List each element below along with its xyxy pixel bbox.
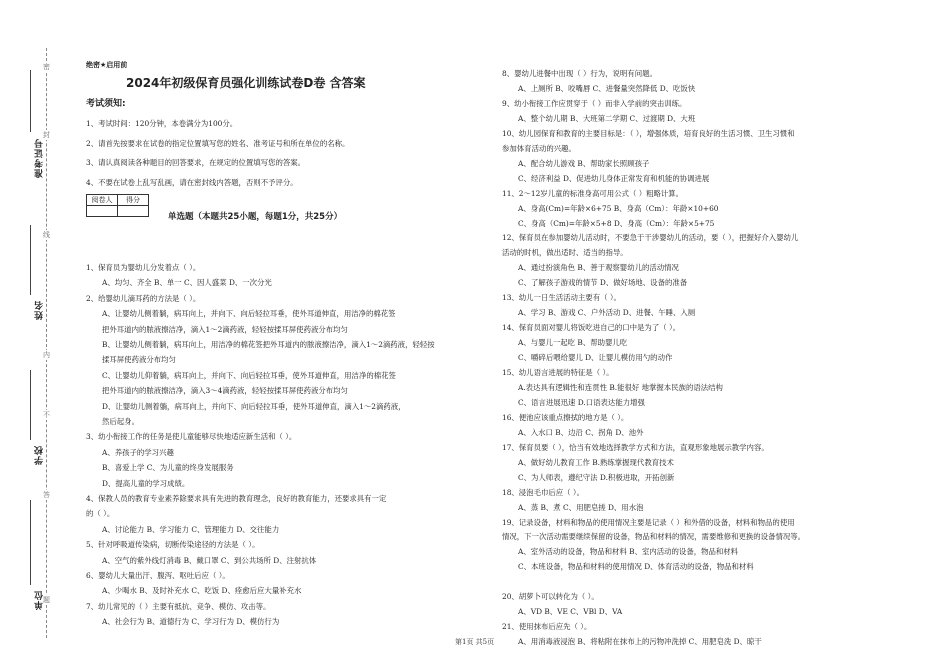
answer-option-line: A、与婴儿一起吃 B、帮助婴儿吃	[518, 338, 628, 348]
answer-option-line: 然后起身。	[102, 417, 139, 426]
question-line: 7、幼儿常见的（ ）主要有抵抗、竞争、模仿、攻击等。	[86, 601, 271, 611]
ticket-number-label: 准考证号	[35, 138, 45, 178]
answer-option-line: C、语言进展迅速 D.口语表达能力增强	[518, 397, 645, 407]
notice-item: 2、请首先按要求在试卷的指定位置填写您的姓名、准考证号和所在单位的名称。	[86, 139, 350, 148]
question-line: 8、婴幼儿进餐中出现（ ）行为，说明有问题。	[502, 69, 657, 78]
seal-char: 答	[43, 491, 50, 499]
question-line: 活动的时机，做出适时、适当的指导。	[502, 248, 628, 258]
answer-option-line: A、配合幼儿游戏 B、帮助家长照顾孩子	[518, 158, 650, 168]
question-line: 参加体育活动的兴趣。	[502, 143, 576, 153]
answer-option-line: 揉耳屏使药液分布均匀	[102, 355, 176, 365]
answer-option-line: A、学习 B、游戏 C、户外活动 D、进餐、午睡、入厕	[518, 308, 696, 318]
seal-char: 密	[43, 63, 50, 71]
seal-char: 内	[43, 351, 50, 359]
score-header: 得分	[118, 195, 149, 206]
question-line: 13、幼儿一日生活活动主要有（ ）。	[502, 293, 621, 303]
answer-option-line: A.表达具有逻辑性和连贯性 B.能很好 地掌握本民族的语法结构	[518, 382, 723, 392]
answer-option-line: A、少喝水 B、及时补充水 C、吃饭 D、痊愈后应大量补充水	[102, 586, 302, 596]
question-line: 情况，下一次活动需要继续保留的设备，物品和材料的情况，需要维修和更换的设备情况等。	[502, 532, 806, 542]
page-footer: 第1页 共5页	[455, 638, 495, 646]
page-title: 2024年初级保育员强化训练试卷D卷 含答案	[126, 76, 366, 90]
answer-option-line: A、上厕所 B、咬嘴唇 C、进餐量突然降低 D、吃饭快	[518, 83, 696, 93]
seal-char: 题	[43, 596, 50, 604]
answer-option-line: C、了解孩子游戏的情节 D、做好场地、设备的准备	[518, 278, 688, 288]
question-line: 3、幼小衔接工作的任务是使儿童能够尽快地适应新生活和（ ）。	[86, 432, 297, 442]
answer-option-line: A、让婴幼儿侧着躺，病耳向上，并向下、向后轻拉耳垂，使外耳道伸直，用洁净的棉花签	[102, 309, 396, 319]
question-line: 2、给婴幼儿滴耳药的方法是（ ）。	[86, 293, 201, 303]
answer-option-line: C、经济利益 D、促进幼儿身体正常发育和机能的协调进展	[518, 173, 710, 183]
question-line: 21、使用抹布后应先（ ）。	[502, 622, 592, 632]
school-label: 学校	[35, 445, 45, 465]
unit-label: 单位	[35, 590, 45, 610]
question-line: 20、胡萝卜可以转化为（ ）。	[502, 592, 599, 602]
answer-option-line: 把外耳道内的脓液擦洁净，滴入3～4滴药液，轻轻按揉耳屏使药液分布均匀	[102, 386, 348, 396]
answer-option-line: A、均匀、齐全 B、单一 C、因人盛菜 D、一次分光	[102, 278, 272, 288]
answer-option-line: A、VD B、VE C、VBl D、VA	[518, 607, 623, 617]
answer-option-line: A、通过扮演角色 B、善于观察婴幼儿的活动情况	[518, 263, 679, 273]
answer-option-line: C、嚼碎后喂给婴儿 D、让婴儿模仿用勺的动作	[518, 353, 673, 363]
answer-option-line: A、养孩子的学习兴趣	[102, 447, 174, 457]
name-field[interactable]	[30, 225, 31, 295]
grader-header: 阅卷人	[87, 195, 118, 206]
unit-field[interactable]	[30, 500, 31, 585]
question-line: 4、保教人员的教育专业素养除要求具有先进的教育理念，良好的教育能力，还要求具有一定	[86, 494, 387, 503]
answer-option-line: A、室外活动的设备，物品和材料 B、室内活动的设备，物品和材料	[518, 547, 739, 557]
answer-option-line: A、整个幼儿期 B、大班第二学期 C、过渡期 D、大班	[518, 113, 696, 123]
answer-option-line: A、做好幼儿教育工作 B.熟练掌握现代教育技术	[518, 457, 674, 467]
answer-option-line: A、社会行为 B、道德行为 C、学习行为 D、模仿行为	[102, 617, 280, 627]
question-line: 6、婴幼儿大量出汗、腹泻、呕吐后应（ ）。	[86, 571, 230, 580]
score-cell[interactable]	[118, 206, 149, 217]
notice-heading: 考试须知:	[86, 99, 126, 109]
answer-option-line: A、讨论能力 B、学习能力 C、管理能力 D、交往能力	[102, 524, 280, 534]
seal-char: 不	[43, 411, 50, 419]
grader-cell[interactable]	[87, 206, 118, 217]
notice-item: 1、考试时间：120分钟，本卷满分为100分。	[86, 119, 238, 128]
answer-option-line: A、入水口 B、边沿 C、拐角 D、池外	[518, 427, 644, 437]
school-field[interactable]	[30, 370, 31, 440]
answer-option-line: B、让婴幼儿侧着躺，病耳向上，用洁净的棉花签把外耳道内的脓液擦洁净，滴入1～2滴药液，轻轻按	[102, 340, 435, 349]
answer-option-line: C、身高（Cm)=年龄×5+8 D、身高（Cm）：年龄×5+75	[518, 218, 715, 228]
question-line: 的（ ）。	[86, 509, 115, 519]
notice-item: 4、不要在试卷上乱写乱画，请在密封线内答题，否则不予评分。	[86, 178, 298, 187]
answer-option-line: C、让婴幼儿仰着躺，病耳向上，并向下、向后轻拉耳垂，使外耳道伸直，用洁净的棉花签	[102, 370, 396, 380]
question-line: 9、幼小衔接工作应贯穿于（ ）而非入学前的突击训练。	[502, 98, 687, 108]
answer-option-line: C、为人师表，遵纪守法 D.积极进取，开拓创新	[518, 472, 675, 482]
question-line: 16、便池应该重点擦拭的地方是（ ）。	[502, 412, 629, 422]
answer-option-line: A、空气的紫外线灯消毒 B、戴口罩 C、到公共场所 D、注射抗体	[102, 555, 317, 565]
question-line: 11、2～12岁儿童的标准身高可用公式（ ）粗略计算。	[502, 188, 684, 198]
question-line: 18、浸泡毛巾后应（ ）。	[502, 487, 584, 497]
name-label: 姓名	[35, 300, 45, 320]
section-heading: 单选题（本题共25小题，每题1分，共25分）	[168, 212, 343, 222]
answer-option-line: D、让婴幼儿侧着躺，病耳向上，并向下、向后轻拉耳垂，使外耳道伸直，滴入1～2滴药液，	[102, 401, 406, 411]
answer-option-line: D、提高儿童的学习成绩。	[102, 478, 190, 488]
seal-char: 封	[43, 131, 50, 139]
notice-item: 3、请认真阅读各种题目的回答要求，在规定的位置填写您的答案。	[86, 158, 306, 167]
question-line: 10、幼儿园保育和教育的主要目标是：（ ），增强体质，培育良好的生活习惯、卫生习惯和	[502, 128, 795, 138]
answer-option-line: B、喜爱上学 C、为儿童的终身发展服务	[102, 463, 234, 473]
answer-option-line: A、身高(Cm)=年龄×6+75 B、身高（Cm）：年龄×10+60	[518, 203, 719, 213]
answer-option-line: C、本班设备，物品和材料的使用情况 D、体育活动的设备，物品和材料	[518, 562, 754, 572]
answer-option-line: 把外耳道内的脓液擦洁净，滴入1～2滴药液，轻轻按揉耳屏使药液分布均匀	[102, 324, 348, 334]
question-line: 5、针对呼吸道传染病，切断传染途径的方法是（ ）。	[86, 540, 260, 550]
question-line: 1、保育员为婴幼儿分发着点（ ）。	[86, 263, 201, 272]
seal-char: 线	[43, 231, 50, 239]
question-line: 14、保育员面对婴儿将饭吃进自己的口中是为了（ ）。	[502, 323, 681, 333]
answer-option-line: A、蒸 B、煮 C、用肥皂搓 D、用水泡	[518, 502, 644, 512]
question-line: 12、保育员在参加婴幼儿活动时，不要急于干涉婴幼儿的活动，要（ ），把握好介入婴幼儿	[502, 233, 799, 243]
ticket-number-field[interactable]	[30, 70, 31, 132]
question-line: 17、保育员要（ ），恰当有效地选择教学方式和方法，直观形象地展示教学内容。	[502, 442, 769, 452]
question-line: 15、幼儿语言进展的特征是（ ）。	[502, 368, 614, 377]
question-line: 19、记录设备，材料和物品的使用情况主要是记录（ ）和外借的设备，材料和物品的使用	[502, 517, 795, 527]
score-table	[86, 194, 149, 217]
confidential-mark: 绝密★启用前	[86, 61, 128, 69]
answer-option-line: A、用消毒液浸泡 B、将粘附在抹布上的污物冲洗掉 C、用肥皂洗 D、晾干	[518, 637, 762, 647]
